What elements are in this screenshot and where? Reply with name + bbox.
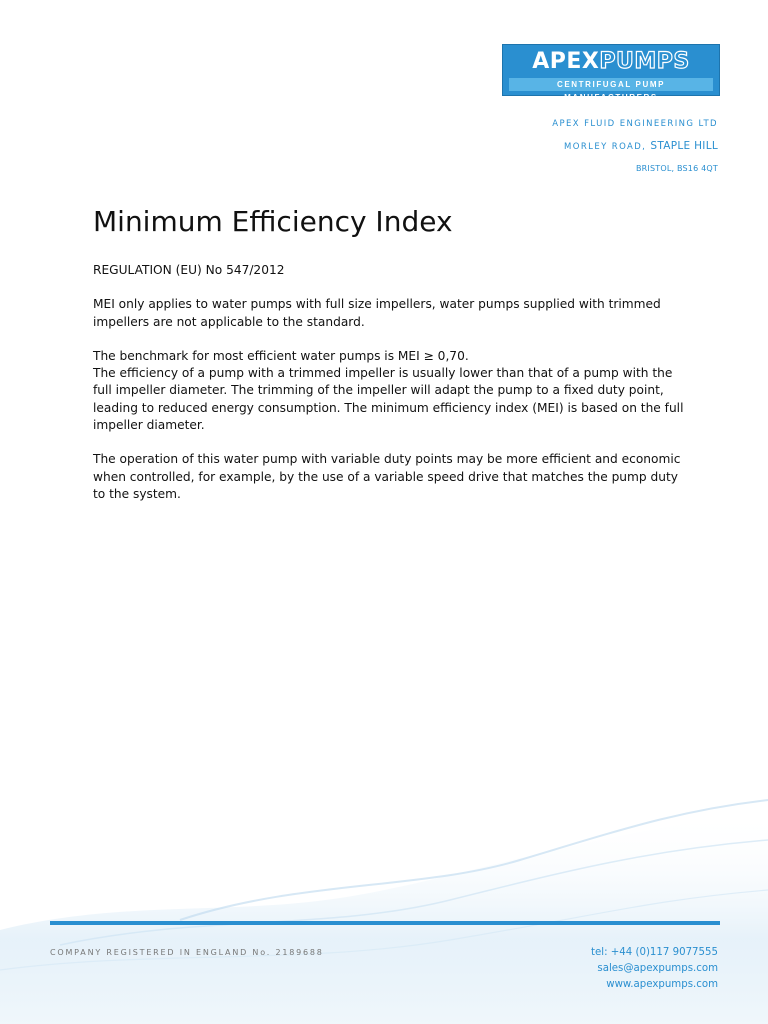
- address-street: MORLEY ROAD,: [564, 142, 647, 152]
- address-company: APEX FLUID ENGINEERING LTD: [552, 119, 718, 129]
- contact-website: www.apexpumps.com: [606, 979, 718, 990]
- trimmed-impeller-text: The efficiency of a pump with a trimmed impeller is usually lower than that of a pump with the full impeller diameter. The trimming of the impeller will adapt the pump to a fixed duty point, leading to reduced energy consumption. The minimum efficiency index (MEI) is based on the full impeller diameter.: [93, 366, 684, 433]
- footer-divider: [50, 921, 720, 925]
- benchmark-line: The benchmark for most efficient water pumps is MEI ≥ 0,70.: [93, 348, 469, 363]
- document-body: [93, 262, 693, 520]
- paragraph-benchmark: [93, 348, 693, 434]
- regulation-reference: REGULATION (EU) No 547/2012: [93, 263, 285, 277]
- company-registration: COMPANY REGISTERED IN ENGLAND No. 2189688: [50, 948, 324, 957]
- paragraph-scope: MEI only applies to water pumps with full size impellers, water pumps supplied with trimmed impellers are not applicable to the standard.: [93, 297, 661, 329]
- logo-wordmark: [503, 49, 719, 75]
- address-city: BRISTOL, BS16 4QT: [635, 164, 718, 173]
- logo-apex: APEX: [532, 49, 600, 74]
- company-logo: [502, 44, 720, 102]
- logo-tagline: CENTRIFUGAL PUMP MANUFACTURERS: [509, 78, 713, 91]
- address-area: STAPLE HILL: [650, 140, 718, 152]
- address-street-line: [552, 135, 718, 158]
- contact-telephone: tel: +44 (0)117 9077555: [591, 947, 718, 958]
- contact-details: [591, 945, 718, 993]
- paragraph-operation: The operation of this water pump with variable duty points may be more efficient and economic when controlled, for example, by the use of a variable speed drive that matches the pump duty to the system.: [93, 452, 681, 501]
- company-address: [552, 113, 718, 180]
- page-title: Minimum Efficiency Index: [93, 205, 453, 238]
- contact-email: sales@apexpumps.com: [597, 963, 718, 974]
- logo-pumps: PUMPS: [599, 49, 690, 74]
